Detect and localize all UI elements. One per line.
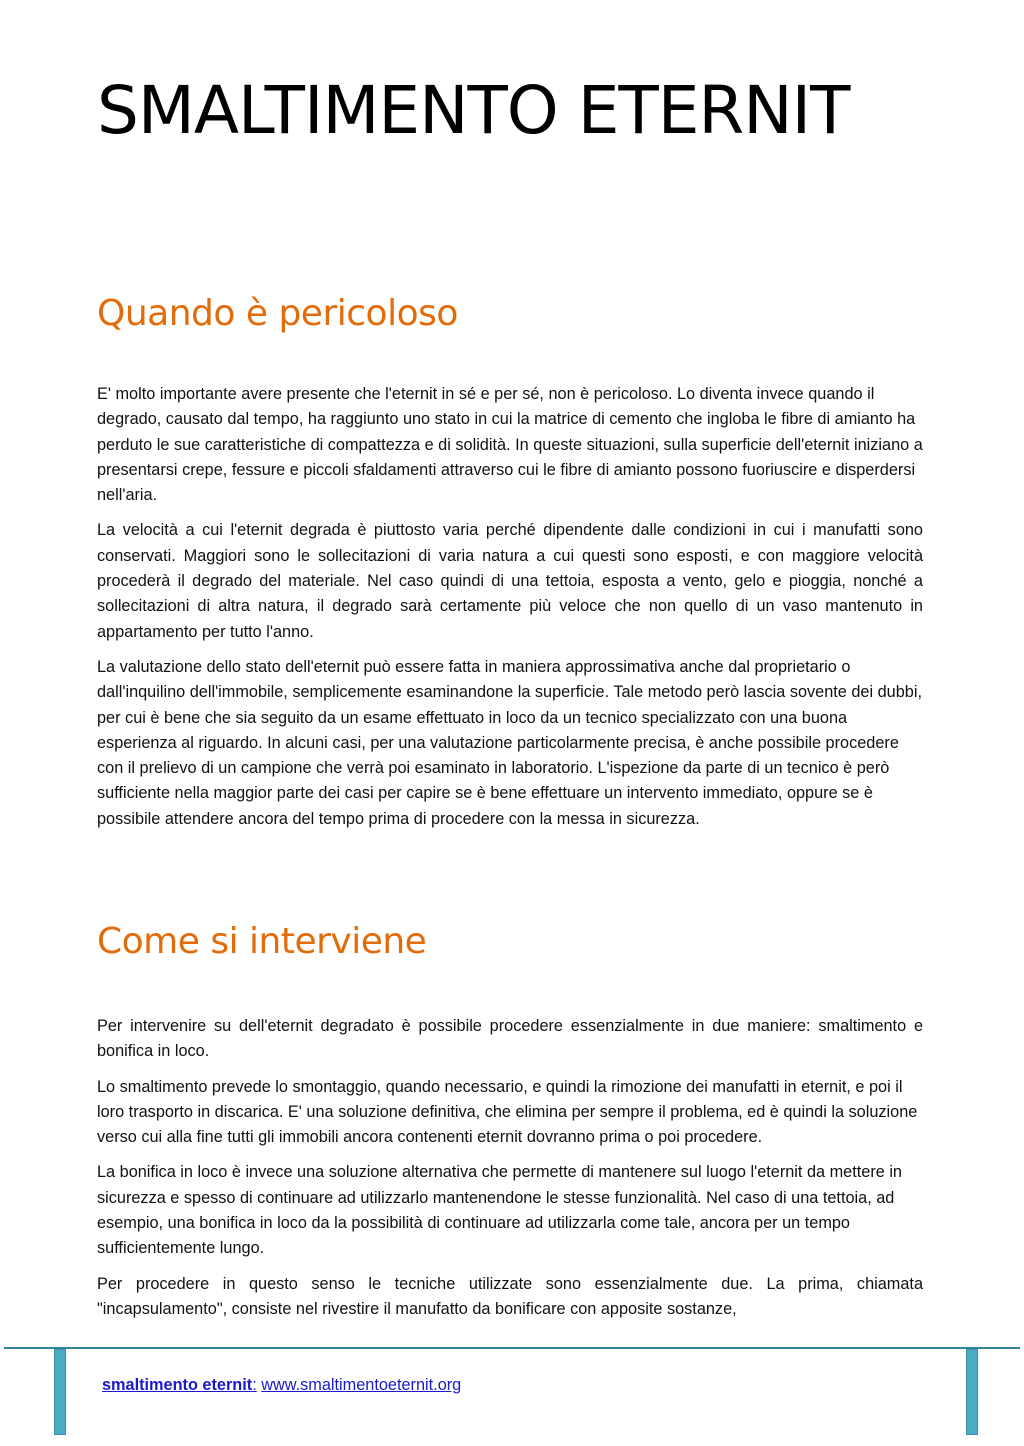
paragraph: Lo smaltimento prevede lo smontaggio, quando necessario, e quindi la rimozione dei manufatti in eternit, e poi il loro trasporto in discarica. E' una soluzione definitiva, che elimina per sempre il problema, ed è quindi la soluzione verso cui alla fine tutti gli immobili ancora contenenti eternit dovranno prima o poi procedere. xyxy=(97,1077,918,1147)
paragraph: Per intervenire su dell'eternit degradato è possibile procedere essenzialmente in due maniere: smaltimento e bonifica in loco. xyxy=(97,1017,923,1061)
footer-url-link[interactable]: www.smaltimentoeternit.org xyxy=(261,1376,462,1394)
paragraph: La bonifica in loco è invece una soluzione alternativa che permette di mantenere sul luogo l'eternit da mettere in sicurezza e spesso di continuare ad utilizzarlo mantenendone le stesse funzionalità. Nel caso di una tettoia, ad esempio, una bonifica in loco da la possibilità di continuare ad utilizzarla come tale, ancora per un tempo sufficientemente lungo. xyxy=(97,1163,902,1258)
footer-left-bar xyxy=(54,1349,66,1435)
paragraph: La velocità a cui l'eternit degrada è piuttosto varia perché dipendente dalle condizioni in cui i manufatti sono conservati. Maggiori sono le sollecitazioni di varia natura a cui questi sono esposti, e con maggiore velocità procederà il degrado del materiale. Nel caso quindi di una tettoia, esposta a vento, gelo e pioggia, nonché a sollecitazioni di altra natura, il degrado sarà certamente più veloce che non quello di un vaso mantenuto in appartamento per tutto l'anno. xyxy=(97,521,923,641)
paragraph: La valutazione dello stato dell'eternit può essere fatta in maniera approssimativa anche dal proprietario o dall'inquilino dell'immobile, semplicemente esaminandone la superficie. Tale metodo però lascia sovente dei dubbi, per cui è bene che sia seguito da un esame effettuato in loco da un tecnico specializzato con una buona esperienza al riguardo. In alcuni casi, per una valutazione particolarmente precisa, è anche possibile procedere con il prelievo di un campione che verrà poi esaminato in laboratorio. L'ispezione da parte di un tecnico è però sufficiente nella maggior parte dei casi per capire se è bene effettuare un intervento immediato, oppure se è possibile attendere ancora del tempo prima di procedere con la messa in sicurezza. xyxy=(97,657,922,828)
section-when-dangerous xyxy=(97,290,923,832)
footer-divider xyxy=(4,1347,1020,1349)
section-heading: Come si interviene xyxy=(97,921,427,962)
paragraph: E' molto importante avere presente che l'eternit in sé e per sé, non è pericoloso. Lo diventa invece quando il degrado, causato dal tempo, ha raggiunto uno stato in cui la matrice di cemento che ingloba le fibre di amianto ha perduto le sue caratteristiche di compattezza e di solidità. In queste situazioni, sulla superficie dell'eternit iniziano a presentarsi crepe, fessure e piccoli sfaldamenti attraverso cui le fibre di amianto possono fuoriuscire e disperdersi nell'aria. xyxy=(97,385,923,505)
section-heading: Quando è pericoloso xyxy=(97,293,458,334)
document-title: SMALTIMENTO ETERNIT xyxy=(97,72,850,149)
paragraph: Per procedere in questo senso le tecniche utilizzate sono essenzialmente due. La prima, chiamata "incapsulamento", consiste nel rivestire il manufatto da bonificare con apposite sostanze, xyxy=(97,1274,923,1318)
section-how-to-intervene xyxy=(97,918,923,1322)
footer-right-bar xyxy=(966,1349,978,1435)
footer-brand-link[interactable]: smaltimento eternit xyxy=(102,1376,253,1394)
footer xyxy=(102,1375,461,1395)
footer-separator[interactable]: : xyxy=(252,1376,257,1394)
